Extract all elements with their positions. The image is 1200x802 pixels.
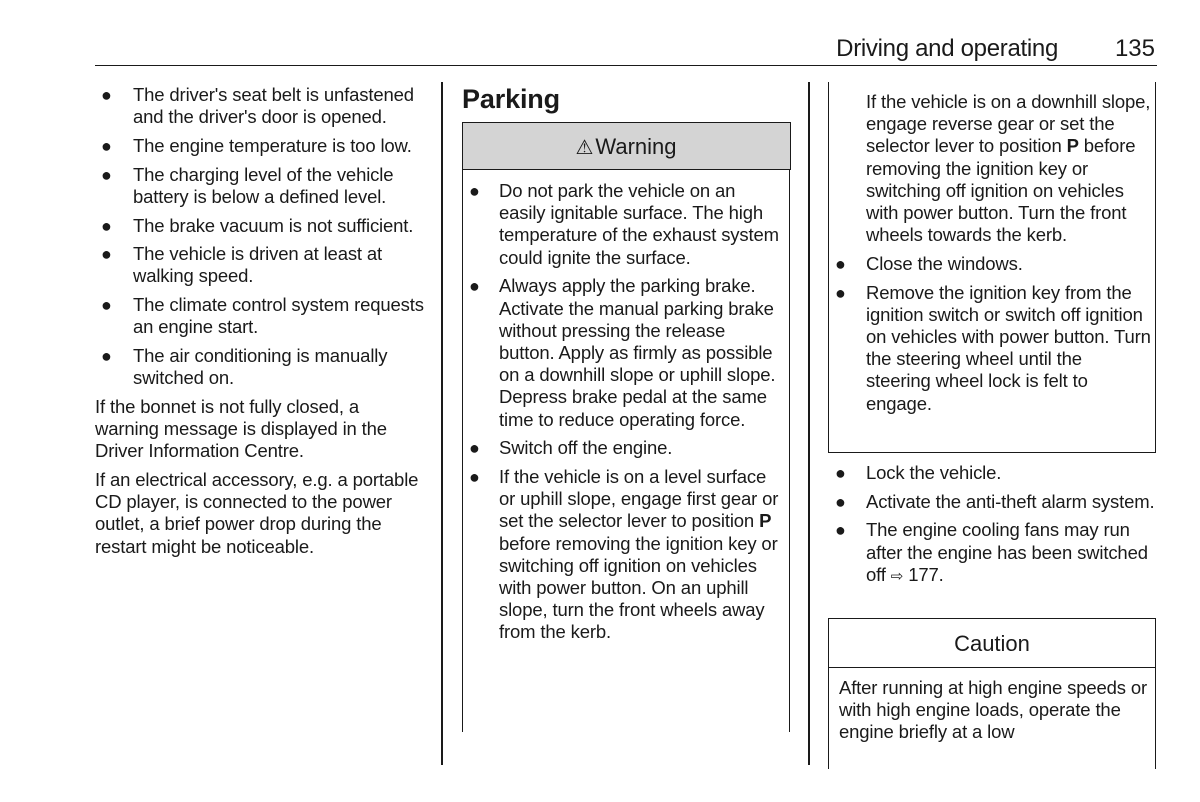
bullet-list: [829, 462, 1159, 588]
list-item: ● Activate the anti-theft alarm system.: [835, 490, 1155, 512]
gear-position-p: P: [1066, 135, 1079, 157]
list-item: ● Remove the ignition key from the ignition switch or switch off ignition on vehicles with power button. Turn the steering wheel until the steering wheel lock is felt to engage.: [835, 281, 1151, 414]
column-3-list: [829, 462, 1159, 595]
list-item: ● The air conditioning is manually switched on.: [101, 345, 388, 389]
list-item: ● The engine temperature is too low.: [101, 134, 412, 156]
list-item: ● Close the windows.: [835, 252, 1023, 274]
bullet-icon: ●: [469, 438, 480, 459]
list-item: ● The vehicle is driven at least at walking speed.: [101, 243, 383, 287]
list-item: ● The driver's seat belt is unfastened and the driver's door is opened.: [101, 84, 414, 128]
list-item: ● The charging level of the vehicle battery is below a defined level.: [101, 163, 394, 207]
list-item: ● The brake vacuum is not sufficient.: [101, 214, 414, 236]
list-item: ● If the vehicle is on a level surface or uphill slope, engage first gear or set the selector lever to position P before removing the ignition key or switching off ignition on vehicles with power button. On an uphill slope, turn the front wheels away from the kerb.: [469, 465, 779, 643]
bullet-icon: ●: [469, 466, 480, 487]
bullet-icon: ●: [835, 282, 846, 303]
bullet-icon: ●: [469, 181, 480, 201]
warning-bullet-list: [463, 180, 783, 644]
bullet-icon: ●: [835, 253, 846, 274]
caution-text: After running at high engine speeds or with high engine loads, operate the engine briefly at a low: [839, 677, 1147, 743]
list-item: ● Do not park the vehicle on an easily ignitable surface. The high temperature of the exhaust system could ignite the surface.: [469, 180, 779, 268]
section-title: Driving and operating: [836, 35, 1058, 62]
paragraph: If the vehicle is on a downhill slope, engage reverse gear or set the selector lever to position P before removing the ignition key or switching off ignition on vehicles with power button. Turn the front wheels towards the kerb.: [866, 91, 1151, 246]
bullet-icon: ●: [101, 85, 112, 105]
bullet-icon: ●: [835, 520, 846, 541]
warning-content-continued: [829, 91, 1151, 421]
column-2: [462, 83, 790, 125]
warning-box: [462, 122, 790, 732]
column-divider: [441, 82, 443, 765]
list-item: ● The climate control system requests an engine start.: [101, 294, 424, 338]
list-item: ● Switch off the engine.: [469, 437, 673, 459]
paragraph: If an electrical accessory, e.g. a portable CD player, is connected to the power outlet, a brief power drop during the restart might be noticeable.: [95, 469, 419, 557]
bullet-icon: ●: [101, 295, 112, 316]
list-item: ● Always apply the parking brake. Activate the manual parking brake without pressing the release button. Apply as firmly as possible on a downhill slope or uphill slope. Depress brake pedal at the same time to reduce operating force.: [469, 275, 776, 430]
bullet-icon: ●: [101, 244, 112, 265]
warning-header: [462, 122, 791, 170]
warning-box-continued: [828, 82, 1156, 453]
paragraph: If the bonnet is not fully closed, a warning message is displayed in the Driver Information Centre.: [95, 395, 387, 462]
list-item: ● The engine cooling fans may run after the engine has been switched off ⇨ 177.: [835, 519, 1148, 585]
caution-box: [828, 618, 1156, 769]
gear-position-p: P: [759, 510, 772, 532]
bullet-icon: ●: [101, 346, 112, 367]
bullet-icon: ●: [101, 164, 112, 185]
parking-heading: Parking: [462, 84, 560, 114]
bullet-icon: ●: [835, 463, 846, 483]
page-reference-arrow-icon: ⇨: [890, 567, 904, 585]
column-divider: [808, 82, 810, 765]
warning-content: [463, 180, 783, 650]
warning-bullet-list: [829, 253, 1151, 415]
page-number: 135: [1114, 35, 1155, 62]
bullet-icon: ●: [835, 491, 846, 512]
warning-triangle-icon: ⚠: [575, 137, 594, 159]
list-item: ● Lock the vehicle.: [835, 462, 1002, 483]
caution-title: Caution: [829, 619, 1155, 668]
bullet-icon: ●: [101, 215, 112, 236]
bullet-list: [95, 84, 425, 389]
bullet-icon: ●: [469, 276, 480, 297]
warning-title: Warning: [595, 134, 677, 159]
column-1: [95, 84, 425, 564]
bullet-icon: ●: [101, 135, 112, 156]
page-header: [95, 33, 1157, 66]
page-reference[interactable]: 177.: [903, 563, 944, 585]
